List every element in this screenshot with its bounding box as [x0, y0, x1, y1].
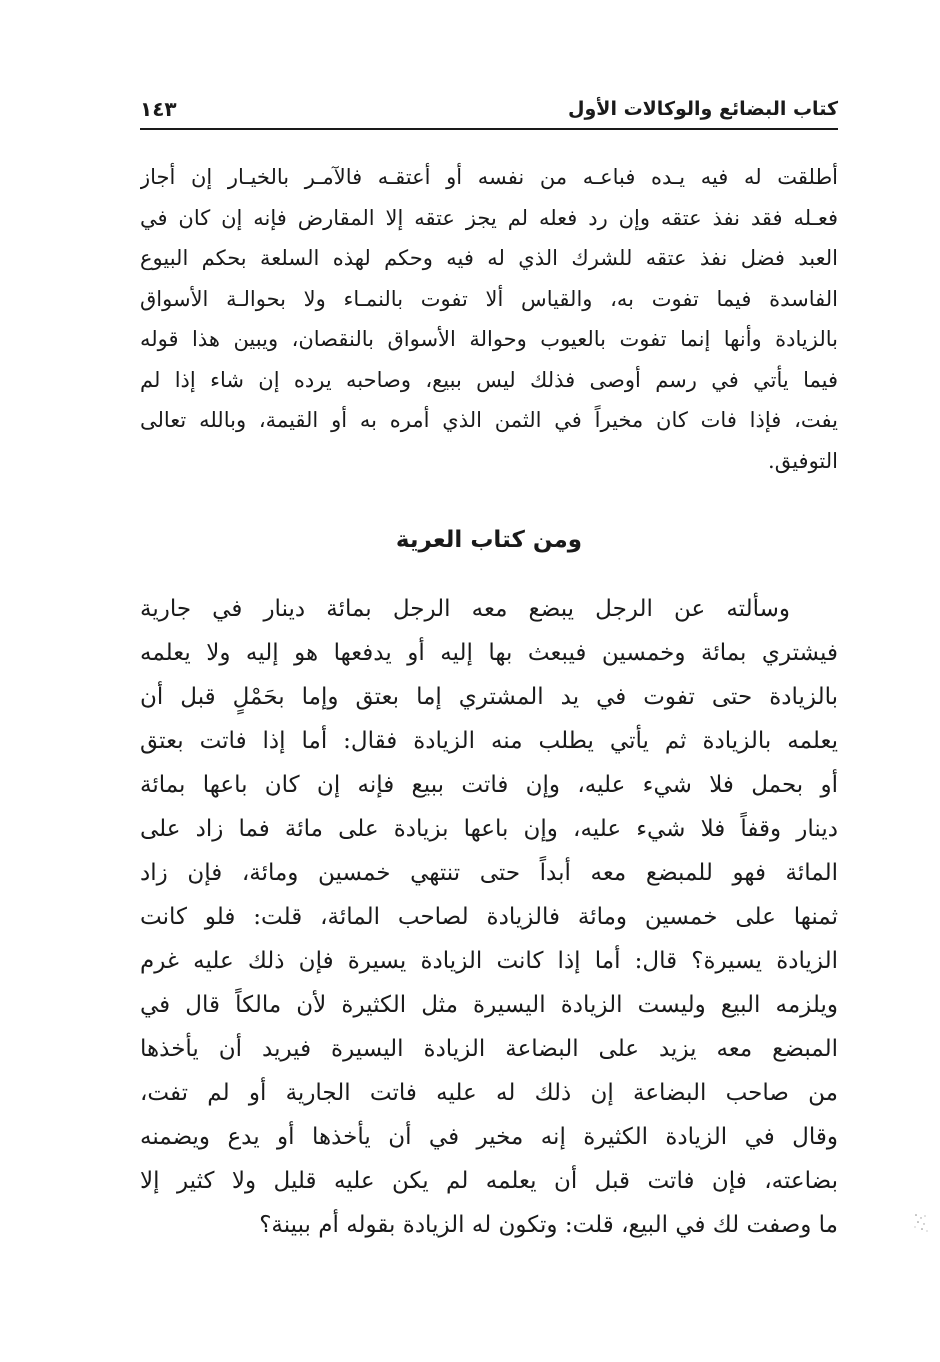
text-line: بالزيادة حتى تفوت في يد المشتري إما بعتق وإما بحَمْلٍ قبل أن: [140, 684, 838, 710]
text-line: المائة فهو للمبضع معه أبداً حتى تنتهي خمسين ومائة، فإن زاد: [140, 860, 838, 886]
text-line: التوفيق.: [768, 448, 838, 473]
text-line: أطلقت له فيه يـده فباعـه من نفسه أو أعتقـه فالآمـر بالخيـار إن أجاز: [140, 165, 838, 189]
text-line: بالزيادة وأنها إنما تفوت بالعيوب وحوالة الأسواق بالنقصان، ويبين هذا قوله: [140, 327, 838, 351]
text-line: يفت، فإذا فات كان مخيراً في الثمن الذي أمره به أو القيمة، وبالله تعالى: [140, 408, 838, 432]
text-line: دينار وقفاً فلا شيء عليه، وإن باعها بزيادة على مائة فما زاد على: [140, 816, 838, 842]
header-rule: [140, 128, 838, 130]
scan-speck: [912, 1212, 930, 1234]
text-line: ويلزمه البيع وليست الزيادة اليسيرة مثل الكثيرة لأن مالكاً قال في: [140, 992, 838, 1018]
text-line: فيما يأتي في رسم أوصى فذلك ليس ببيع، وصاحبه يرده إن شاء إذا لم: [140, 367, 838, 392]
text-line: الزيادة يسيرة؟ قال: أما إذا كانت الزيادة يسيرة فإن ذلك عليه غرم: [140, 948, 838, 974]
text-line: بضاعته، فإن فاتت قبل أن يعلمه لم يكن عليه قليل ولا كثير إلا: [140, 1168, 838, 1194]
text-line: العبد فضل نفذ عتقه للشرك الذي له فيه وحكم لهذه السلعة بحكم البيوع: [140, 246, 838, 270]
text-line: الفاسدة فيما تفوت به، والقياس ألا تفوت بالنمـاء ولا بحوالـة الأسواق: [140, 286, 838, 311]
text-line: ما وصفت لك في البيع، قلت: وتكون له الزيادة بقوله أم ببينة؟: [259, 1212, 838, 1238]
text-line: أو بحمل فلا شيء عليه، وإن فاتت ببيع فإنه إن كان باعها بمائة: [140, 772, 838, 798]
text-line: ثمنها على خمسين ومائة فالزيادة لصاحب المائة، قلت: فلو كانت: [140, 904, 838, 930]
text-line: من صاحب البضاعة إن ذلك له عليه فاتت الجارية أو لم تفت،: [140, 1080, 838, 1106]
text-line: فعـله فقد نفذ عتقه وإن رد فعله لم يجز عتقه إلا المقارض فإنه إن كان في: [140, 205, 838, 230]
running-header: [140, 96, 838, 128]
text-line: المبضع معه يزيد على البضاعة الزيادة اليسيرة فيريد أن يأخذها: [140, 1036, 838, 1062]
text-line: يعلمه بالزيادة ثم يأتي يطلب منه الزيادة فقال: أما إذا فاتت بعتق: [140, 728, 838, 754]
paragraph-main: [140, 587, 838, 1247]
text-line: وقال في الزيادة الكثيرة إنه مخير في أن يأخذها أو يدع ويضمنه: [140, 1124, 838, 1150]
page-number: ١٤٣: [140, 97, 177, 121]
running-header-title: كتاب البضائع والوكالات الأول: [568, 98, 838, 120]
section-heading: ومن كتاب العرية: [395, 527, 583, 553]
text-line: فيشتري بمائة وخمسين فيبعث بها إليه أو يدفعها هو إليه ولا يعلمه: [140, 640, 838, 666]
text-line: وسألته عن الرجل يبضع معه الرجل بمائة دينار في جارية: [140, 596, 790, 622]
paragraph-continuation: [140, 157, 838, 481]
